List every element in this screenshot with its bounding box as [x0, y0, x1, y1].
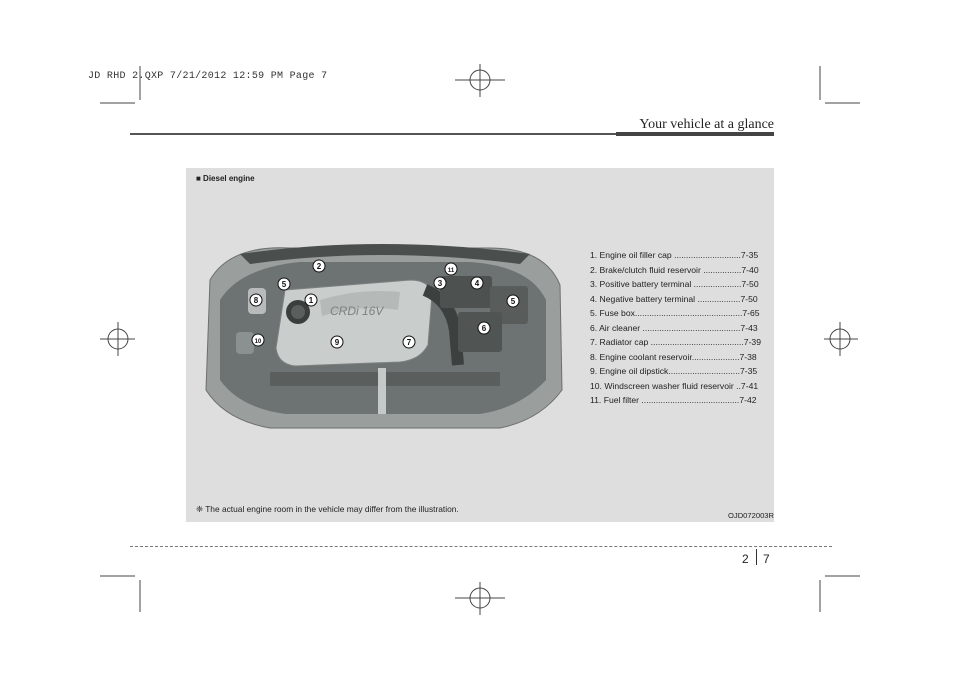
parts-list-item: 11. Fuel filter .........................................7-42 [590, 395, 757, 405]
callout-10: 10 [254, 339, 262, 345]
parts-list-item: 1. Engine oil filler cap ............................7-35 [590, 250, 759, 260]
engine-bay-illustration [200, 240, 566, 438]
callout-5b: 5 [510, 297, 516, 306]
parts-list [590, 248, 770, 408]
figure-title: ■ Diesel engine [196, 174, 255, 183]
callout-2: 2 [316, 262, 322, 271]
callout-9: 9 [334, 338, 340, 347]
callout-11: 11 [447, 268, 455, 274]
page-number: 7 [763, 552, 770, 566]
callout-6: 6 [481, 324, 487, 333]
parts-list-item: 10. Windscreen washer fluid reservoir ..7-41 [590, 380, 759, 391]
parts-list-item: 2. Brake/clutch fluid reservoir ................7-40 [590, 264, 759, 275]
print-slug: JD RHD 2.QXP 7/21/2012 12:59 PM Page 7 [88, 71, 328, 82]
footer-dashed-rule [130, 546, 832, 547]
callout-3: 3 [437, 279, 443, 288]
parts-list-item: 5. Fuse box.............................................7-65 [590, 308, 760, 318]
callout-8: 8 [253, 296, 259, 305]
header-rule-accent [616, 132, 774, 136]
page-number-separator [756, 549, 757, 565]
parts-list-item: 8. Engine coolant reservoir....................7-38 [590, 351, 757, 362]
engine-cover-text: CRDi 16V [330, 304, 384, 318]
section-title: Your vehicle at a glance [639, 117, 774, 132]
parts-list-item: 7. Radiator cap .......................................7-39 [590, 337, 761, 347]
callout-7: 7 [406, 338, 412, 347]
parts-list-item: 9. Engine oil dipstick..............................7-35 [590, 366, 758, 376]
figure-code: OJD072003R [727, 511, 774, 520]
parts-list-item: 4. Negative battery terminal ..................7-50 [590, 293, 758, 304]
chapter-number: 2 [742, 552, 749, 566]
parts-list-item: 3. Positive battery terminal ....................7-50 [590, 279, 759, 289]
callout-4: 4 [474, 279, 480, 288]
callout-5a: 5 [281, 280, 287, 289]
illustration-note: ❈ The actual engine room in the vehicle may differ from the illustration. [196, 504, 459, 514]
callout-1: 1 [308, 296, 314, 305]
parts-list-item: 6. Air cleaner .........................................7-43 [590, 322, 758, 333]
